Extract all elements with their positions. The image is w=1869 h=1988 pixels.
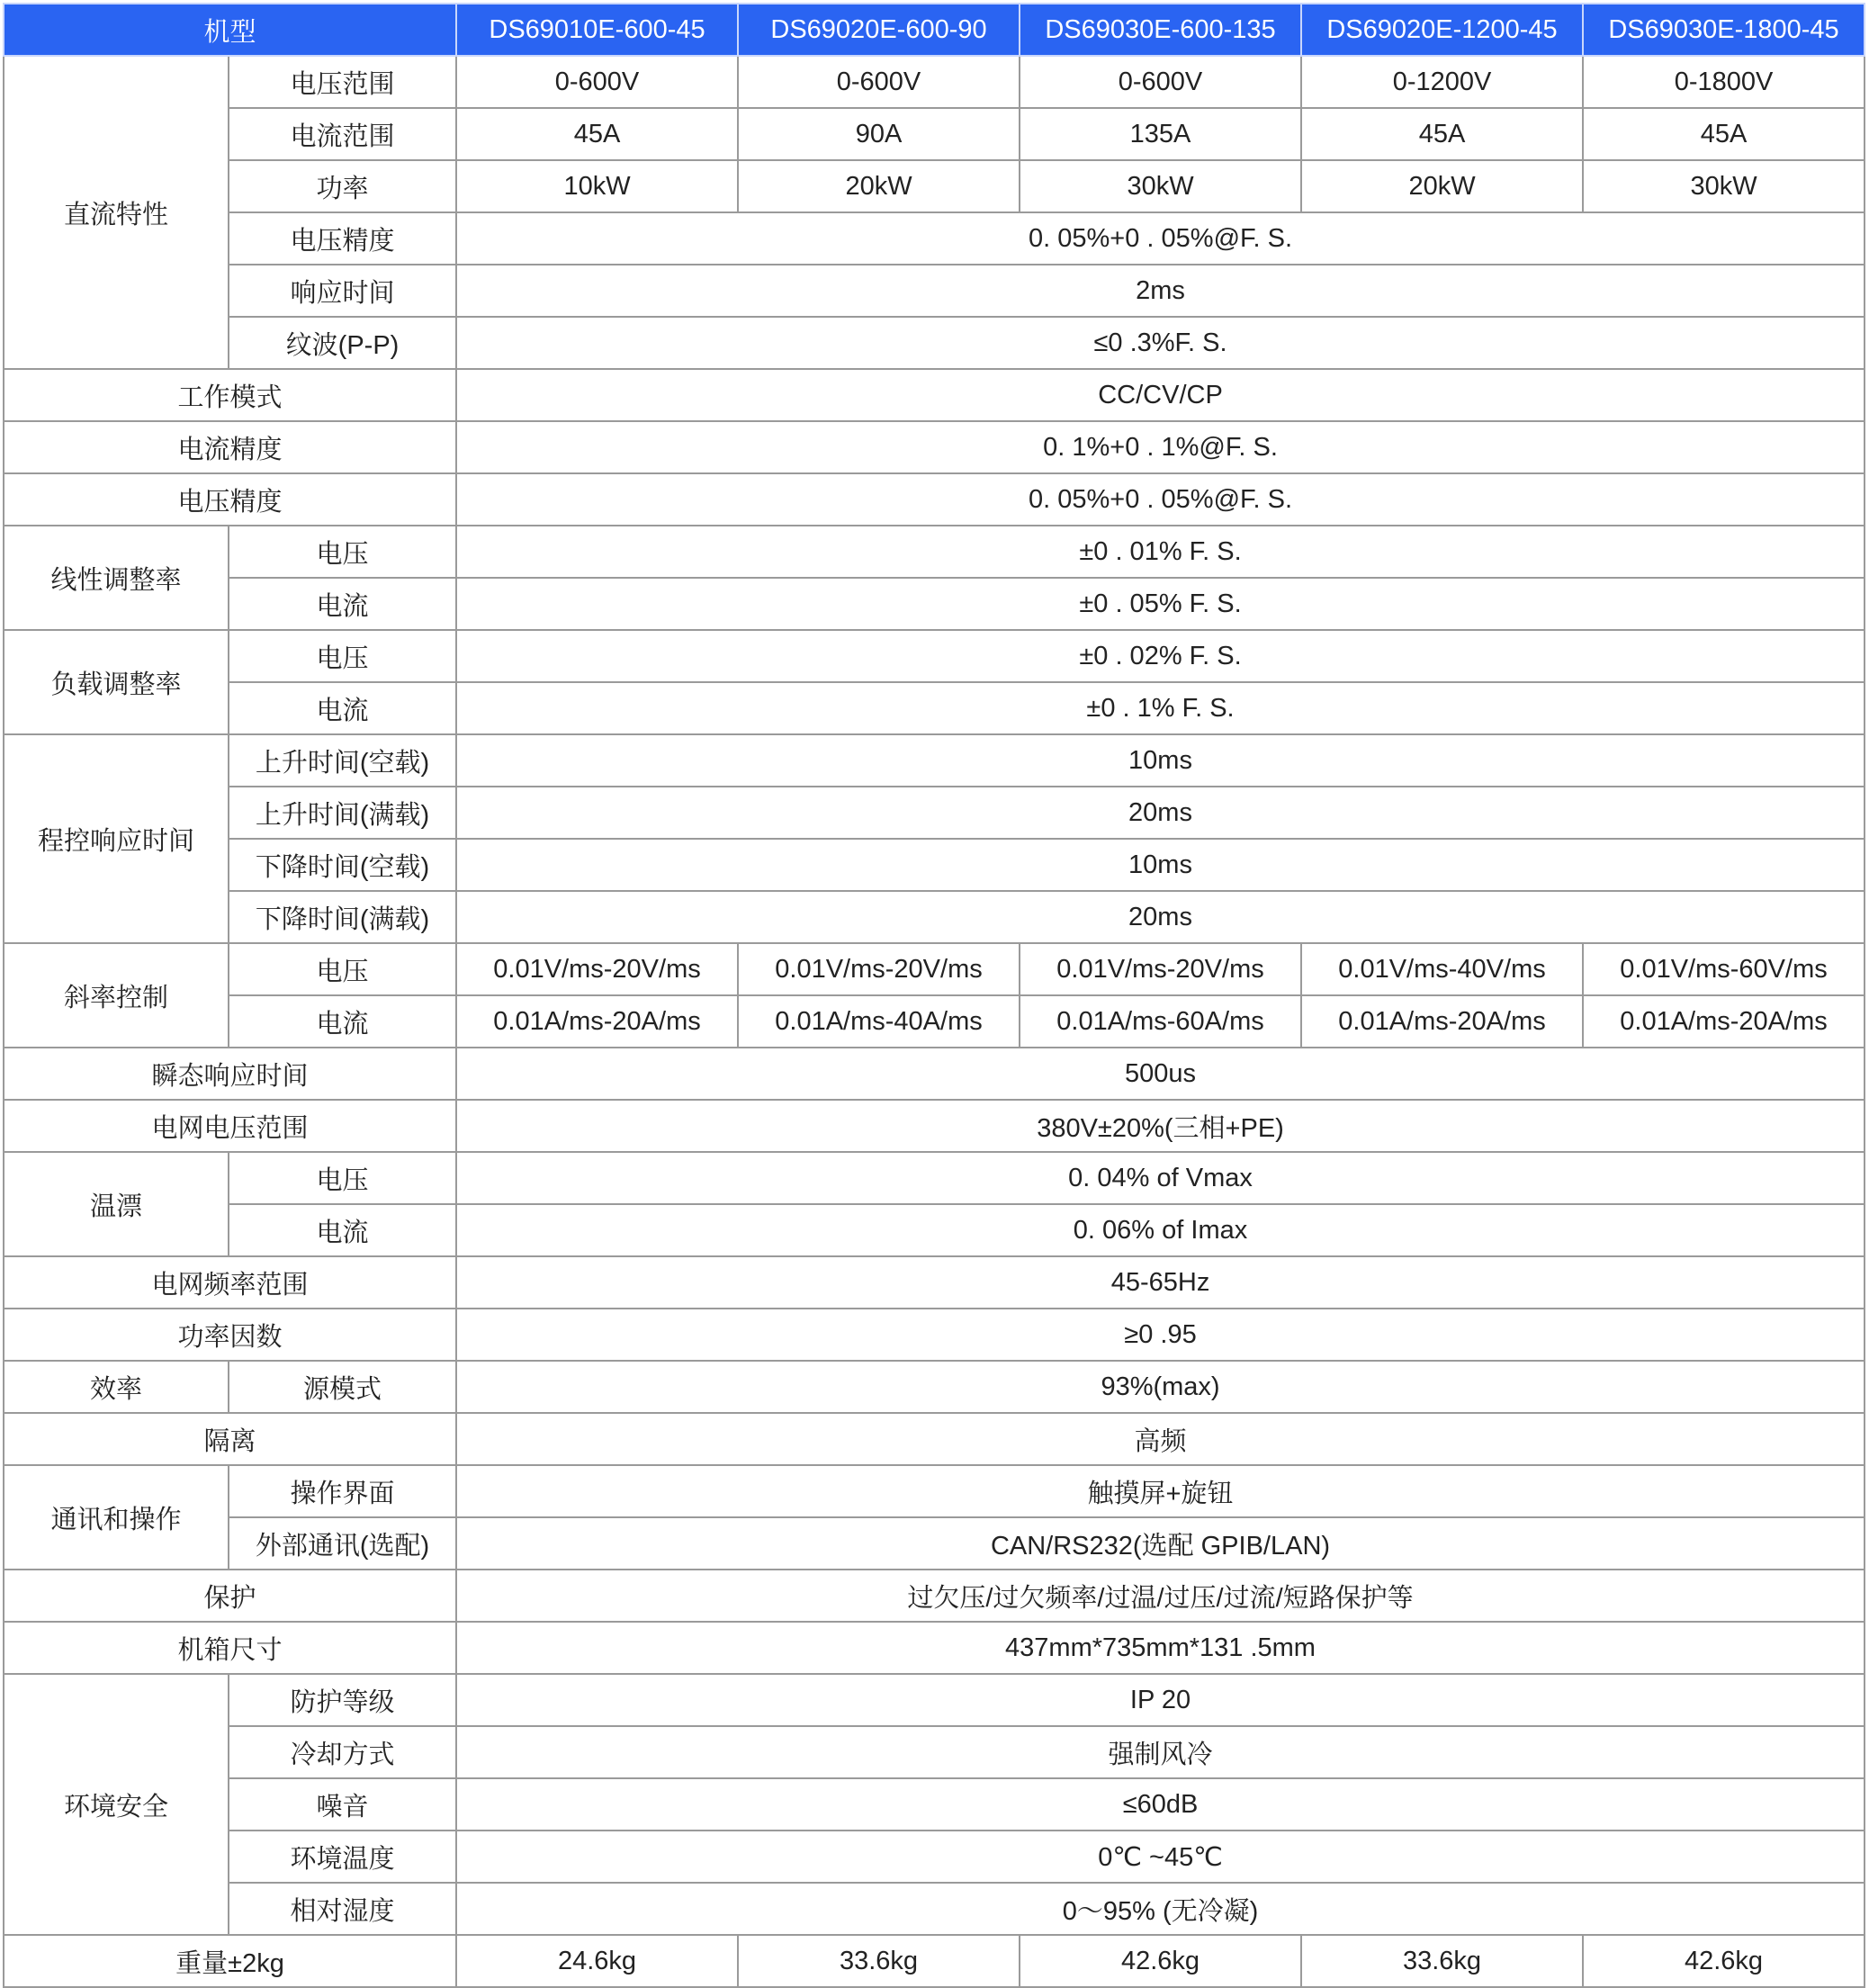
cell-value: 0.01A/ms-20A/ms (1583, 995, 1865, 1048)
table-row (4, 1465, 1865, 1517)
cell-value: 0-600V (456, 56, 738, 108)
cell-value: 触摸屏+旋钮 (456, 1465, 1865, 1517)
cell-value: 45A (456, 108, 738, 160)
cell-value: 0-600V (1020, 56, 1301, 108)
cell-value: IP 20 (456, 1674, 1865, 1726)
cell-value: 0. 05%+0 . 05%@F. S. (456, 212, 1865, 265)
table-row (4, 526, 1865, 578)
row-label: 电流 (229, 578, 456, 630)
cell-value: CC/CV/CP (456, 369, 1865, 421)
row-label: 瞬态响应时间 (4, 1048, 456, 1100)
cell-value: 42.6kg (1020, 1935, 1301, 1987)
table-row (4, 1413, 1865, 1465)
row-label: 电流 (229, 682, 456, 734)
table-row (4, 1048, 1865, 1100)
row-label: 功率 (229, 160, 456, 212)
group-dc: 直流特性 (4, 56, 229, 369)
cell-value: 0.01V/ms-60V/ms (1583, 943, 1865, 995)
cell-value: 380V±20%(三相+PE) (456, 1100, 1865, 1152)
cell-value: 42.6kg (1583, 1935, 1865, 1987)
cell-value: 45A (1583, 108, 1865, 160)
table-row (4, 1256, 1865, 1309)
row-label: 电流范围 (229, 108, 456, 160)
cell-value: 20ms (456, 787, 1865, 839)
row-label: 电压 (229, 630, 456, 682)
cell-value: ±0 . 02% F. S. (456, 630, 1865, 682)
table-row (4, 1935, 1865, 1987)
cell-value: 0.01A/ms-20A/ms (1301, 995, 1583, 1048)
table-row (4, 1309, 1865, 1361)
group-temp-drift: 温漂 (4, 1152, 229, 1256)
row-label: 保护 (4, 1570, 456, 1622)
cell-value: CAN/RS232(选配 GPIB/LAN) (456, 1517, 1865, 1570)
table-row (4, 787, 1865, 839)
cell-value: 0. 06% of Imax (456, 1204, 1865, 1256)
table-row (4, 891, 1865, 943)
cell-value: 45-65Hz (456, 1256, 1865, 1309)
cell-value: 0-1200V (1301, 56, 1583, 108)
row-label: 上升时间(满载) (229, 787, 456, 839)
cell-value: 0.01V/ms-20V/ms (1020, 943, 1301, 995)
row-label: 冷却方式 (229, 1726, 456, 1778)
cell-value: 0-1800V (1583, 56, 1865, 108)
table-row (4, 995, 1865, 1048)
cell-value: 强制风冷 (456, 1726, 1865, 1778)
cell-value: 0.01A/ms-40A/ms (738, 995, 1020, 1048)
table-row (4, 160, 1865, 212)
row-label: 机箱尺寸 (4, 1622, 456, 1674)
row-label: 电网频率范围 (4, 1256, 456, 1309)
row-label: 电网电压范围 (4, 1100, 456, 1152)
row-label: 防护等级 (229, 1674, 456, 1726)
cell-value: 0. 04% of Vmax (456, 1152, 1865, 1204)
group-efficiency: 效率 (4, 1361, 229, 1413)
header-model-label: 机型 (4, 4, 456, 56)
table-row (4, 630, 1865, 682)
row-label: 源模式 (229, 1361, 456, 1413)
header-row (4, 4, 1865, 56)
table-row (4, 317, 1865, 369)
cell-value: ±0 . 01% F. S. (456, 526, 1865, 578)
table-row (4, 1778, 1865, 1831)
cell-value: ≤0 .3%F. S. (456, 317, 1865, 369)
row-label: 电流 (229, 1204, 456, 1256)
table-row (4, 1361, 1865, 1413)
cell-value: 20ms (456, 891, 1865, 943)
table-row (4, 734, 1865, 787)
row-label: 隔离 (4, 1413, 456, 1465)
cell-value: 高频 (456, 1413, 1865, 1465)
group-programming-response: 程控响应时间 (4, 734, 229, 943)
group-environment: 环境安全 (4, 1674, 229, 1935)
row-label: 电压范围 (229, 56, 456, 108)
row-label: 电流 (229, 995, 456, 1048)
table-row (4, 421, 1865, 473)
cell-value: 93%(max) (456, 1361, 1865, 1413)
cell-value: ≥0 .95 (456, 1309, 1865, 1361)
cell-value: ±0 . 1% F. S. (456, 682, 1865, 734)
header-model-5: DS69030E-1800-45 (1583, 4, 1865, 56)
table-row (4, 1204, 1865, 1256)
cell-value: 0.01V/ms-20V/ms (456, 943, 738, 995)
cell-value: 90A (738, 108, 1020, 160)
cell-value: 0.01A/ms-60A/ms (1020, 995, 1301, 1048)
cell-value: 10kW (456, 160, 738, 212)
cell-value: 0-600V (738, 56, 1020, 108)
cell-value: 0.01A/ms-20A/ms (456, 995, 738, 1048)
table-row (4, 1100, 1865, 1152)
group-slew-rate: 斜率控制 (4, 943, 229, 1048)
cell-value: 24.6kg (456, 1935, 738, 1987)
table-row (4, 1570, 1865, 1622)
table-row (4, 682, 1865, 734)
table-row (4, 473, 1865, 526)
table-row (4, 1883, 1865, 1935)
group-line-regulation: 线性调整率 (4, 526, 229, 630)
table-row (4, 839, 1865, 891)
cell-value: 20kW (1301, 160, 1583, 212)
row-label: 纹波(P-P) (229, 317, 456, 369)
row-label: 电流精度 (4, 421, 456, 473)
table-row (4, 1674, 1865, 1726)
row-label: 操作界面 (229, 1465, 456, 1517)
table-row (4, 1152, 1865, 1204)
cell-value: 30kW (1583, 160, 1865, 212)
row-label: 电压 (229, 1152, 456, 1204)
row-label: 电压精度 (229, 212, 456, 265)
group-comm: 通讯和操作 (4, 1465, 229, 1570)
cell-value: 0～95% (无冷凝) (456, 1883, 1865, 1935)
cell-value: 10ms (456, 734, 1865, 787)
row-label: 下降时间(满载) (229, 891, 456, 943)
cell-value: 30kW (1020, 160, 1301, 212)
cell-value: 过欠压/过欠频率/过温/过压/过流/短路保护等 (456, 1570, 1865, 1622)
table-row (4, 265, 1865, 317)
row-label: 环境温度 (229, 1831, 456, 1883)
spec-table (3, 3, 1865, 1988)
row-label: 外部通讯(选配) (229, 1517, 456, 1570)
cell-value: ±0 . 05% F. S. (456, 578, 1865, 630)
cell-value: 437mm*735mm*131 .5mm (456, 1622, 1865, 1674)
cell-value: 0. 1%+0 . 1%@F. S. (456, 421, 1865, 473)
cell-value: 0.01V/ms-40V/ms (1301, 943, 1583, 995)
table-row (4, 1831, 1865, 1883)
cell-value: 33.6kg (738, 1935, 1020, 1987)
cell-value: 0℃ ~45℃ (456, 1831, 1865, 1883)
cell-value: 10ms (456, 839, 1865, 891)
row-label: 噪音 (229, 1778, 456, 1831)
row-label: 响应时间 (229, 265, 456, 317)
row-label: 重量±2kg (4, 1935, 456, 1987)
table-row (4, 56, 1865, 108)
header-model-1: DS69010E-600-45 (456, 4, 738, 56)
row-label: 相对湿度 (229, 1883, 456, 1935)
cell-value: 135A (1020, 108, 1301, 160)
table-row (4, 108, 1865, 160)
table-row (4, 1726, 1865, 1778)
cell-value: 0. 05%+0 . 05%@F. S. (456, 473, 1865, 526)
header-model-2: DS69020E-600-90 (738, 4, 1020, 56)
table-row (4, 1622, 1865, 1674)
cell-value: 45A (1301, 108, 1583, 160)
table-row (4, 369, 1865, 421)
row-label: 电压精度 (4, 473, 456, 526)
row-label: 电压 (229, 943, 456, 995)
table-row (4, 1517, 1865, 1570)
cell-value: 500us (456, 1048, 1865, 1100)
header-model-4: DS69020E-1200-45 (1301, 4, 1583, 56)
row-label: 工作模式 (4, 369, 456, 421)
table-row (4, 943, 1865, 995)
group-load-regulation: 负载调整率 (4, 630, 229, 734)
cell-value: ≤60dB (456, 1778, 1865, 1831)
cell-value: 33.6kg (1301, 1935, 1583, 1987)
table-row (4, 212, 1865, 265)
row-label: 功率因数 (4, 1309, 456, 1361)
table-row (4, 578, 1865, 630)
cell-value: 2ms (456, 265, 1865, 317)
cell-value: 20kW (738, 160, 1020, 212)
header-model-3: DS69030E-600-135 (1020, 4, 1301, 56)
row-label: 电压 (229, 526, 456, 578)
row-label: 上升时间(空载) (229, 734, 456, 787)
row-label: 下降时间(空载) (229, 839, 456, 891)
cell-value: 0.01V/ms-20V/ms (738, 943, 1020, 995)
